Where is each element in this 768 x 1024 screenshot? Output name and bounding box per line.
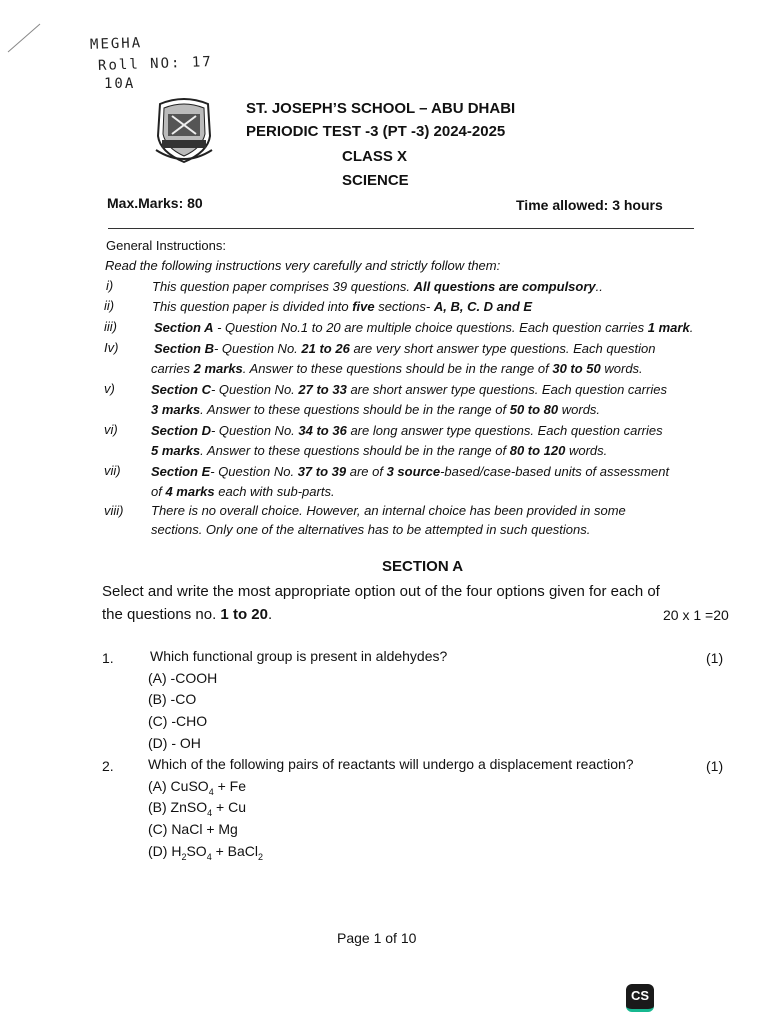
question-number: 2. bbox=[102, 758, 114, 774]
option: (C) -CHO bbox=[148, 713, 208, 729]
question-text: Which functional group is present in aldehydes? bbox=[150, 648, 448, 664]
instruction-text: Section E- Question No. 37 to 39 are of 3 source-based/case-based units of assessment bbox=[151, 464, 670, 479]
instruction-number: vii) bbox=[104, 463, 121, 478]
instruction-text: of 4 marks each with sub-parts. bbox=[151, 484, 335, 499]
instruction-text: This question paper comprises 39 questions. All questions are compulsory.. bbox=[152, 279, 603, 294]
school-crest-icon bbox=[152, 96, 216, 166]
subject-label: SCIENCE bbox=[342, 172, 409, 189]
section-a-marks: 20 x 1 =20 bbox=[663, 607, 729, 623]
header-divider bbox=[108, 228, 694, 229]
instruction-text: 5 marks. Answer to these questions should be in the range of 80 to 120 words. bbox=[151, 443, 608, 458]
handwritten-name: MEGHA bbox=[89, 35, 143, 53]
school-name: ST. JOSEPH’S SCHOOL – ABU DHABI bbox=[246, 100, 516, 117]
option: (A) CuSO$_4$ + Fe bbox=[148, 778, 246, 797]
section-a-intro-2: the questions no. 1 to 20. bbox=[102, 606, 273, 623]
instruction-number: ii) bbox=[104, 298, 115, 313]
instruction-number: iii) bbox=[104, 319, 117, 334]
time-allowed: Time allowed: 3 hours bbox=[516, 197, 663, 213]
instruction-text: Section C- Question No. 27 to 33 are short answer type questions. Each question carries bbox=[151, 382, 667, 397]
instruction-text: Section B- Question No. 21 to 26 are very short answer type questions. Each question bbox=[154, 341, 656, 356]
option: (D) $H_2SO_4$ + BaCl$_2$ bbox=[148, 843, 264, 862]
instruction-number: viii) bbox=[104, 503, 124, 518]
question-number: 1. bbox=[102, 650, 114, 666]
instruction-text: carries 2 marks. Answer to these questions should be in the range of 30 to 50 words. bbox=[151, 361, 643, 376]
instruction-number: v) bbox=[104, 381, 115, 396]
instruction-text: Section D- Question No. 34 to 36 are long answer type questions. Each question carries bbox=[151, 423, 663, 438]
instructions-lead: Read the following instructions very carefully and strictly follow them: bbox=[105, 258, 501, 273]
max-marks: Max.Marks: 80 bbox=[107, 195, 203, 211]
pen-mark-icon bbox=[4, 20, 44, 56]
instructions-title: General Instructions: bbox=[106, 238, 226, 253]
handwritten-class: 10A bbox=[104, 76, 136, 92]
option: (B) ZnSO$_4$ + Cu bbox=[148, 799, 246, 818]
instruction-text: This question paper is divided into five sections- A, B, C. D and E bbox=[152, 299, 533, 314]
question-text: Which of the following pairs of reactants will undergo a displacement reaction? bbox=[148, 756, 634, 772]
instruction-number: i) bbox=[106, 278, 114, 293]
question-marks: (1) bbox=[706, 758, 724, 774]
instruction-text: sections. Only one of the alternatives has to be attempted in such questions. bbox=[151, 522, 591, 537]
instruction-number: Iv) bbox=[104, 340, 119, 355]
page-number: Page 1 of 10 bbox=[337, 930, 417, 946]
instruction-text: There is no overall choice. However, an internal choice has been provided in some bbox=[151, 503, 626, 518]
question-marks: (1) bbox=[706, 650, 724, 666]
handwritten-roll: Roll NO: 17 bbox=[97, 54, 213, 74]
section-a-title: SECTION A bbox=[382, 558, 464, 575]
option: (D) - OH bbox=[148, 735, 201, 751]
camscanner-logo-icon bbox=[626, 984, 654, 1012]
option: (C) NaCl + Mg bbox=[148, 821, 238, 837]
instruction-text: 3 marks. Answer to these questions should be in the range of 50 to 80 words. bbox=[151, 402, 601, 417]
option: (A) -COOH bbox=[148, 670, 218, 686]
test-title: PERIODIC TEST -3 (PT -3) 2024-2025 bbox=[246, 123, 506, 140]
option: (B) -CO bbox=[148, 691, 197, 707]
camscanner-logo-text: CS bbox=[630, 988, 650, 1003]
instruction-number: vi) bbox=[104, 422, 118, 437]
instruction-text: Section A - Question No.1 to 20 are multiple choice questions. Each question carries 1 mark. bbox=[154, 320, 694, 335]
class-label: CLASS X bbox=[342, 148, 408, 165]
section-a-intro: Select and write the most appropriate option out of the four options given for each of bbox=[102, 583, 660, 600]
